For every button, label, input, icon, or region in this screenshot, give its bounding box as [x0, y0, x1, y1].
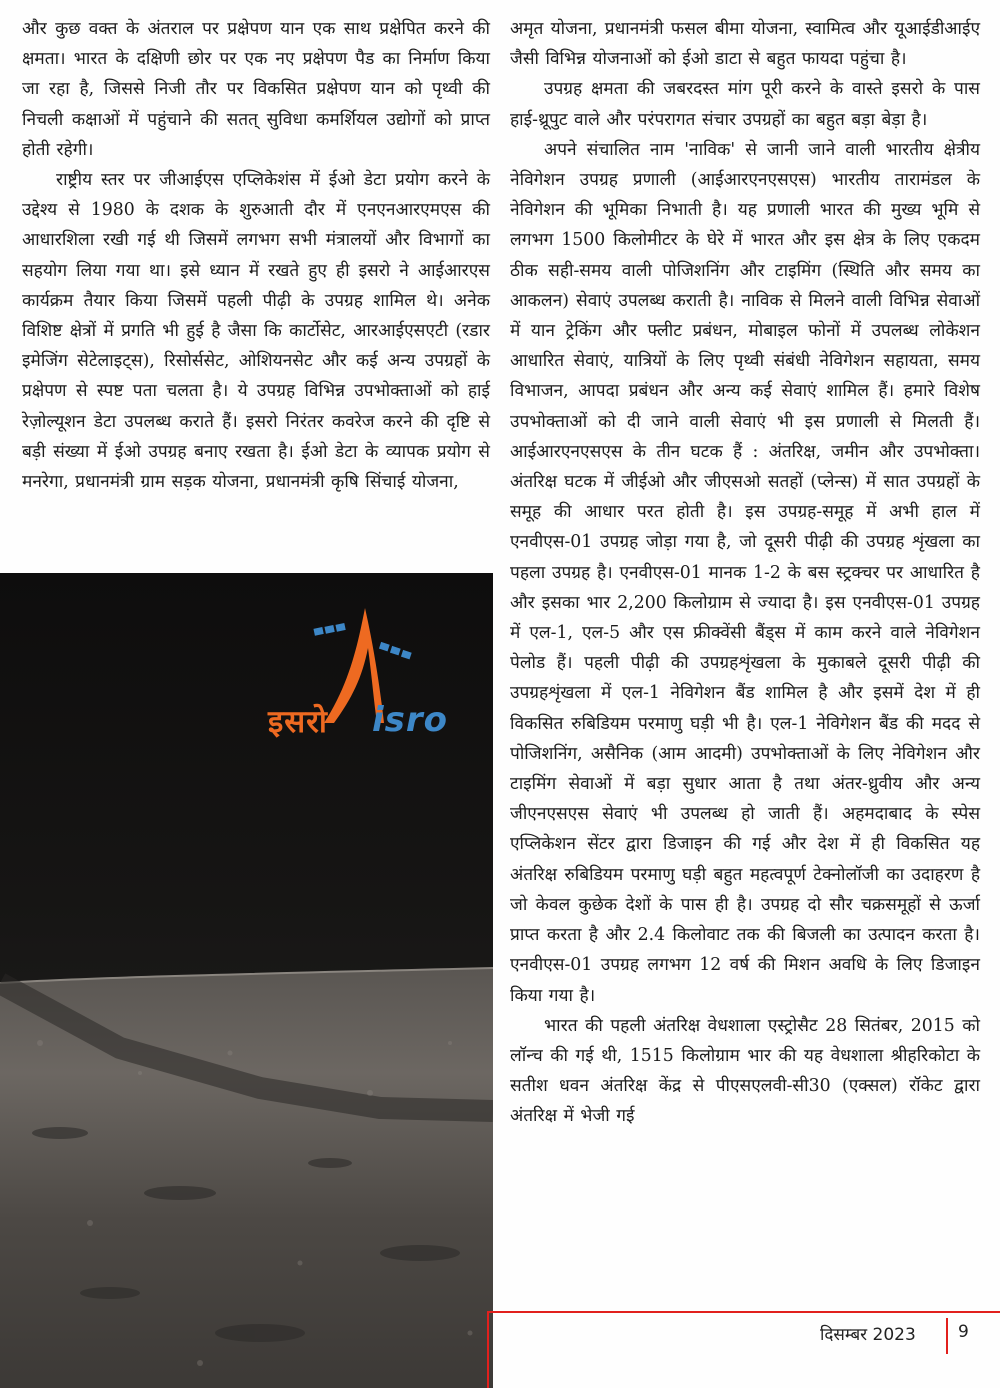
footer-separator: [946, 1318, 948, 1354]
left-paragraph-2: राष्ट्रीय स्तर पर जीआईएस एप्लिकेशंस में ईओ डेटा प्रयोग करने के उद्देश्य से 1980 के दशक के शुरुआती दौर में एनएनआरएमएस की आधारशिला रखी गई थी जिसमें लगभग सभी मंत्रालयों और विभागों का सहयोग लिया गया था। इसे ध्यान में रखते हुए ही इसरो ने आईआरएस कार्यक्रम तैयार किया जिसमें पहली पीढ़ी के उपग्रह शामिल थे। अनेक विशिष्ट क्षेत्रों में प्रगति भी हुई है जैसा कि कार्टोसेट, आरआईएसएटी (रडार इमेजिंग सेटेलाइट्स), रिसोर्ससेट, ओशियनसेट और कई अन्य उपग्रहों के प्रक्षेपण से स्पष्ट पता चलता है। ये उपग्रह विभिन्न उपभोक्ताओं को हाई रेज़ोल्यूशन डेटा उपलब्ध कराते हैं। इसरो निरंतर कवरेज करने की दृष्टि से बड़ी संख्या में ईओ उपग्रह बनाए रखता है। ईओ डेटा के व्यापक प्रयोग से मनरेगा, प्रधानमंत्री ग्राम सड़क योजना, प्रधानमंत्री कृषि सिंचाई योजना,: [22, 170, 490, 493]
right-paragraph-3: अपने संचालित नाम 'नाविक' से जानी जाने वाली भारतीय क्षेत्रीय नेविगेशन उपग्रह प्रणाली (आईआरएनएसएस) भारतीय तारामंडल के नेविगेशन की भूमिका निभाती है। यह प्रणाली भारत की मुख्य भूमि से लगभग 1500 किलोमीटर के घेरे में भारत और इस क्षेत्र के लिए एकदम ठीक सही-समय वाली पोजिशनिंग और टाइमिंग (स्थिति और समय का आकलन) सेवाएं उपलब्ध कराती है। नाविक से मिलने वाली विभिन्न सेवाओं में यान ट्रेकिंग और फ्लीट प्रबंधन, मोबाइल फोनों में उपलब्ध लोकेशन आधारित सेवाएं, यात्रियों के लिए पृथ्वी संबंधी नेविगेशन सहायता, समय विभाजन, आपदा प्रबंधन और अन्य कई सेवाएं शामिल हैं। हमारे विशेष उपभोक्ताओं को दी जाने वाली सेवाएं भी इस प्रणाली से मिलती हैं। आईआरएनएसएस के तीन घटक हैं : अंतरिक्ष, जमीन और उपभोक्ता। अंतरिक्ष घटक में जीईओ और जीएसओ सतहों (प्लेन्स) में सात उपग्रहों के समूह की आधार परत होती है। इस उपग्रह-समूह में अभी हाल में एनवीएस-01 उपग्रह जोड़ा गया है, जो दूसरी पीढ़ी की उपग्रह शृंखला का पहला उपग्रह है। एनवीएस-01 मानक 1-2 के बस स्ट्रक्चर पर आधारित है और इसका भार 2,200 किलोग्राम से ज्यादा है। इस एनवीएस-01 उपग्रह में एल-1, एल-5 और एस फ्रीक्वेंसी बैंड्स में काम करने वाले नेविगेशन पेलोड हैं। पहली पीढ़ी की उपग्रहशृंखला के मुकाबले दूसरी पीढ़ी की उपग्रहशृंखला में एल-1 नेविगेशन बैंड शामिल है और इसमें देश में ही विकसित रुबिडियम परमाणु घड़ी भी है। एल-1 नेविगेशन बैंड की मदद से पोजिशनिंग, असैनिक (आम आदमी) उपभोक्ताओं के लिए नेविगेशन और टाइमिंग सेवाओं में बड़ा सुधार आता है तथा अंतर-ध्रुवीय और अन्य जीएनएसएस सेवाएं भी उपलब्ध हो जाती हैं। अहमदाबाद के स्पेस एप्लिकेशन सेंटर द्वारा डिजाइन की गई और देश में ही विकसित यह अंतरिक्ष रुबिडियम परमाणु घड़ी बहुत महत्वपूर्ण टेक्नोलॉजी का उदाहरण है जो केवल कुछेक देशों के पास ही है। उपग्रह दो सौर चक्रसमूहों से ऊर्जा प्राप्त करता है और 2.4 किलोवाट तक की बिजली का उत्पादन करता है। एनवीएस-01 उपग्रह लगभग 12 वर्ष की मिशन अवधि के लिए डिजाइन किया गया है।: [510, 139, 980, 1006]
right-paragraph-1: अमृत योजना, प्रधानमंत्री फसल बीमा योजना, स्वामित्व और यूआईडीआईए जैसी विभिन्न योजनाओं को ईओ डाटा से बहुत फायदा पहुंचा है।: [510, 19, 980, 70]
isro-logo-english-text: isro: [372, 700, 449, 740]
left-paragraph-1: और कुछ वक्त के अंतराल पर प्रक्षेपण यान एक साथ प्रक्षेपित करने की क्षमता। भारत के दक्षिणी छोर पर एक नए प्रक्षेपण पैड का निर्माण किया जा रहा है, जिससे निजी तौर पर विकसित प्रक्षेपण यान को पृथ्वी की निचली कक्षाओं में पहुंचाने की सतत् सुविधा कमर्शियल उद्योगों को प्राप्त होती रहेगी।: [22, 19, 490, 160]
footer-issue-date: दिसम्बर 2023: [820, 1325, 916, 1345]
right-paragraph-2: उपग्रह क्षमता की जबरदस्त मांग पूरी करने के वास्ते इसरो के पास हाई-थ्रूपुट वाले और परंपरागत संचार उपग्रहों का बहुत बड़ा बेड़ा है।: [510, 79, 980, 130]
left-column: [22, 14, 490, 497]
footer-rule: [487, 1311, 1000, 1313]
right-paragraph-4: भारत की पहली अंतरिक्ष वेधशाला एस्ट्रोसैट 28 सितंबर, 2015 को लॉन्च की गई थी, 1515 किलोग्राम भार की यह वेधशाला श्रीहरिकोटा के सतीश धवन अंतरिक्ष केंद्र से पीएसएलवी-सी30 (एक्सल) रॉकेट द्वारा अंतरिक्ष में भेजी गई: [510, 1015, 980, 1127]
isro-logo-hindi-text: इसरो: [268, 704, 328, 740]
page-number: 9: [958, 1322, 969, 1342]
footer-vertical-rule: [487, 1311, 489, 1388]
right-column: [510, 14, 980, 1132]
